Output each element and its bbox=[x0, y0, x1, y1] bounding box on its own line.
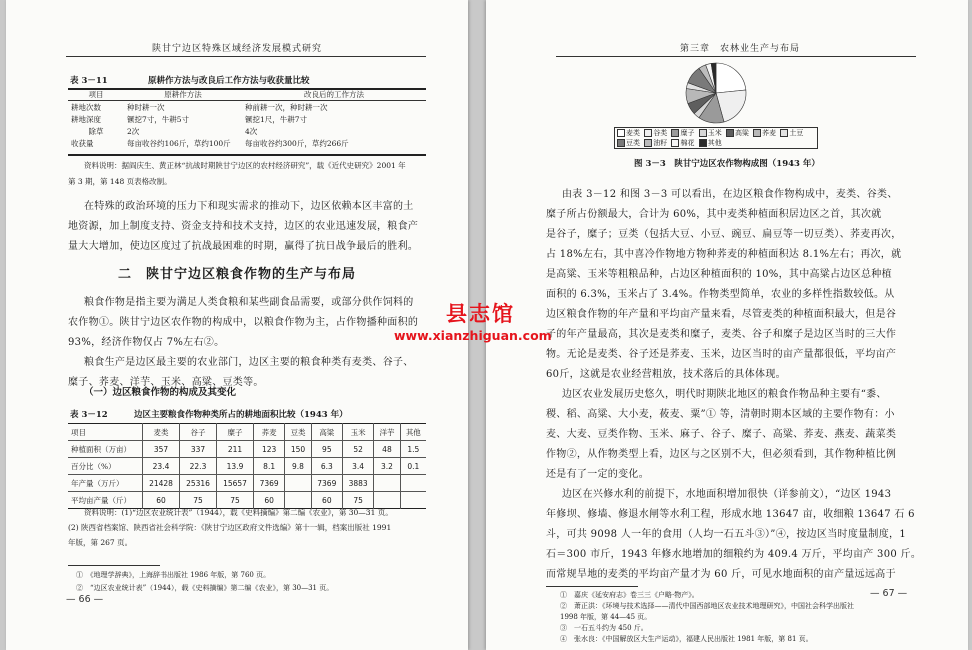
legend-swatch bbox=[699, 129, 707, 137]
watermark-url: www.xianzhiguan.com bbox=[394, 328, 552, 343]
body-paragraph-line: 农作物①。陕甘宁边区农作物的构成中，以粮食作物为主，占作物播种面积的 bbox=[68, 317, 419, 328]
footnote-rule bbox=[546, 586, 638, 587]
table-cell: 48 bbox=[374, 441, 400, 458]
watermark-title: 县志馆 bbox=[446, 302, 515, 326]
table-header-cell: 玉米 bbox=[342, 424, 373, 441]
body-paragraph-line: 地资源，加上制度支持、资金支持和技术支持，边区的农业迅速发展，粮食产 bbox=[68, 221, 419, 232]
header-rule bbox=[556, 56, 916, 57]
table-cell: 357 bbox=[143, 441, 180, 458]
table-header-cell: 豆类 bbox=[285, 424, 311, 441]
body-paragraph-line: 在特殊的政治环境的压力下和现实需求的推动下，边区依赖本区丰富的土 bbox=[84, 201, 414, 212]
figure-caption: 图 3－3 陕甘宁边区农作物构成图（1943 年） bbox=[634, 159, 820, 169]
table-cell: 150 bbox=[285, 441, 311, 458]
legend-swatch bbox=[780, 129, 788, 137]
table-source-note: 第 3 期，第 148 页表格改制。 bbox=[68, 177, 172, 186]
body-paragraph-line: 是谷子，糜子；豆类（包括大豆、小豆、豌豆、扁豆等一切豆类）、荞麦再次， bbox=[546, 229, 902, 240]
table-cell: 95 bbox=[311, 441, 342, 458]
body-paragraph-line: 粮食作物是指主要为满足人类食粮和某些副食品需要，或部分供作饲料的 bbox=[84, 297, 414, 308]
table-cell: 60 bbox=[311, 492, 342, 509]
footnote: ④ 张水良：《中国解放区大生产运动》，福建人民出版社 1981 年版，第 81 页。 bbox=[560, 635, 813, 643]
legend-swatch bbox=[671, 139, 679, 147]
table-row bbox=[68, 475, 426, 492]
legend-item: 麦类 bbox=[617, 129, 640, 137]
section-title: 二 陕甘宁边区粮食作物的生产与布局 bbox=[118, 267, 357, 282]
table-cell: 0.1 bbox=[400, 458, 426, 475]
table-cell: 种植面积（万亩） bbox=[68, 441, 143, 458]
table-cell: 7369 bbox=[311, 475, 342, 492]
footnote: ① 嘉庆《延安府志》卷三三《户略·物产》。 bbox=[560, 591, 699, 599]
table-cell: 3883 bbox=[342, 475, 373, 492]
body-paragraph-line: 粮食生产是边区最主要的农业部门，边区主要的粮食种类有麦类、谷子、 bbox=[84, 357, 414, 368]
body-paragraph-line: 稷、稻、高粱、大小麦，莜麦、粟”① 等，清朝时期本区域的主要作物有：小 bbox=[546, 409, 895, 420]
body-paragraph-line: 麦、大麦、豆类作物、玉米、麻子、谷子、糜子、高粱、荞麦、燕麦、蔬菜类 bbox=[546, 429, 897, 440]
table-source-note: 资料说明：(1)“边区农业统计表”（1944），载《史料摘编》第二编《农业》，第 30—31 页。 bbox=[84, 508, 393, 517]
right-running-header: 第三章 农林业生产与布局 bbox=[680, 44, 801, 54]
table-cell: 8.1 bbox=[254, 458, 285, 475]
table-3-11 bbox=[68, 88, 426, 149]
body-paragraph-line: 糜子所占份额最大，合计为 60%，其中麦类种植面积居边区之首，其次就 bbox=[546, 209, 882, 220]
table-source-note: 年版，第 267 页。 bbox=[68, 538, 133, 547]
legend-item: 其他 bbox=[699, 139, 722, 147]
body-paragraph-line: 边区农业发展历史悠久，明代时期陕北地区的粮食作物品种主要有“黍、 bbox=[562, 389, 887, 400]
page-number: — 66 — bbox=[66, 594, 104, 605]
table-cell: 收获量 bbox=[71, 138, 94, 148]
table-header-cell: 谷子 bbox=[180, 424, 217, 441]
table-header-cell: 麦类 bbox=[143, 424, 180, 441]
table-source-note: (2) 陕西省档案馆、陕西省社会科学院：《陕甘宁边区政府文件选编》第十一辑，档案出版社 1991 bbox=[68, 523, 392, 532]
body-paragraph-line: 由表 3－12 和图 3－3 可以看出，在边区粮食作物构成中，麦类、谷类、 bbox=[562, 189, 898, 200]
table-cell: 3.4 bbox=[342, 458, 373, 475]
body-paragraph-line: 边区在兴修水利的前提下，水地面积增加很快（详参前文），“边区 1943 bbox=[562, 489, 892, 500]
legend-item: 棉花 bbox=[671, 139, 694, 147]
table-cell: 13.9 bbox=[217, 458, 254, 475]
legend-item: 玉米 bbox=[699, 129, 722, 137]
table-3-11-number: 表 3－11 bbox=[70, 76, 108, 86]
table-header-row bbox=[68, 88, 426, 101]
body-paragraph-line: 占 18%左右，其中喜冷作物地方物种荞麦的种植面积达 8.1%左右；再次，就 bbox=[546, 249, 902, 260]
table-cell: 镢挖1尺，牛耕7寸 bbox=[245, 114, 308, 124]
body-paragraph-line: 93%，经济作物仅占 7%左右②。 bbox=[68, 337, 225, 348]
table-cell: 1.5 bbox=[400, 441, 426, 458]
header-rule bbox=[66, 56, 426, 57]
right-book-page bbox=[486, 0, 968, 650]
table-row bbox=[68, 101, 426, 114]
page-number: — 67 — bbox=[870, 588, 908, 599]
table-cell: 25316 bbox=[180, 475, 217, 492]
legend-swatch bbox=[644, 129, 652, 137]
left-book-page bbox=[6, 0, 468, 650]
table-source-note: 资料说明：据阎庆生、黄正林“抗战时期陕甘宁边区的农村经济研究”，载《近代史研究》2001 年 bbox=[84, 161, 406, 170]
table-cell: 种前耕一次，种时耕一次 bbox=[245, 102, 328, 112]
body-paragraph-line: 60斤，这就是农业经营粗放，技术落后的具体体现。 bbox=[546, 369, 786, 380]
legend-item: 谷类 bbox=[644, 129, 667, 137]
body-paragraph-line: 边区粮食作物的年产量和平均亩产量来看，尽管麦类的种植面积最大，但是谷 bbox=[546, 309, 897, 320]
table-row bbox=[68, 125, 426, 137]
table-row bbox=[68, 113, 426, 125]
table-row bbox=[68, 458, 426, 475]
legend-swatch bbox=[753, 129, 761, 137]
table-cell: 60 bbox=[143, 492, 180, 509]
footnote: ① 《地理学辞典》，上海辞书出版社 1986 年版，第 760 页。 bbox=[76, 571, 271, 579]
table-cell: 平均亩产量（斤） bbox=[68, 492, 143, 509]
table-cell: 337 bbox=[180, 441, 217, 458]
subsection-title: （一）边区粮食作物的构成及其变化 bbox=[84, 387, 237, 398]
footnote-rule bbox=[68, 565, 160, 566]
body-paragraph-line: 物。无论是麦类、谷子还是荞麦、玉米，边区当时的亩产量都很低，平均亩产 bbox=[546, 349, 897, 360]
table-cell: 种时耕一次 bbox=[127, 102, 165, 112]
table-cell: 9.8 bbox=[285, 458, 311, 475]
table-cell: 每亩收谷约106斤，草约100斤 bbox=[127, 138, 231, 148]
table-3-12 bbox=[68, 423, 426, 509]
table-cell: 23.4 bbox=[143, 458, 180, 475]
table-header-cell: 荞麦 bbox=[254, 424, 285, 441]
table-header-cell: 糜子 bbox=[217, 424, 254, 441]
table-cell: 60 bbox=[254, 492, 285, 509]
table-cell: 年产量（万斤） bbox=[68, 475, 143, 492]
table-cell: 75 bbox=[342, 492, 373, 509]
body-paragraph-line: 斗，可共 9098 人一年的食用（人均一石五斗③）”④，按边区当时度量制度，1 bbox=[546, 529, 906, 540]
legend-item: 土豆 bbox=[780, 129, 803, 137]
body-paragraph-line: 作物②，从作物类型上看，边区与之区别不大，但必须看到，其作物种植比例 bbox=[546, 449, 897, 460]
table-cell: 52 bbox=[342, 441, 373, 458]
table-cell bbox=[374, 475, 400, 492]
footnote: ③ 一石五斗约为 450 斤。 bbox=[560, 624, 648, 632]
table-cell bbox=[285, 492, 311, 509]
body-paragraph-line: 糜子、荞麦、洋芋、玉米、高粱、豆类等。 bbox=[68, 377, 264, 388]
body-paragraph-line: 而常规旱地的麦类的平均亩产量才为 60 斤，可见水地面积的亩产量远远高于 bbox=[546, 569, 896, 580]
crop-composition-pie-chart bbox=[674, 59, 758, 127]
table-row bbox=[68, 492, 426, 509]
body-paragraph-line: 还是有了一定的变化。 bbox=[546, 469, 649, 480]
legend-item: 糜子 bbox=[671, 129, 694, 137]
body-paragraph-line: 是高粱、玉米等粗粮品种，占边区种植面积的 10%，其中高粱占边区总种植 bbox=[546, 269, 892, 280]
table-row bbox=[68, 137, 426, 149]
legend-swatch bbox=[644, 139, 652, 147]
footnote: ② “边区农业统计表”（1944），载《史料摘编》第二编《农业》，第 30—31 页。 bbox=[76, 584, 334, 592]
pie-slice-1 bbox=[716, 63, 746, 93]
table-cell: 6.3 bbox=[311, 458, 342, 475]
table-header-row bbox=[68, 424, 426, 441]
table-cell: 耕地次数 bbox=[71, 102, 101, 112]
legend-item: 豆类 bbox=[617, 139, 640, 147]
table-cell: 123 bbox=[254, 441, 285, 458]
body-paragraph-line: 子的年产量最高，其次是麦类和糜子，麦类、谷子和糜子是边区当时的三大作 bbox=[546, 329, 897, 340]
body-paragraph-line: 面积的 6.3%，玉米占了 3.4%。作物类型简单，农业的多样性指数较低。从 bbox=[546, 289, 895, 300]
table-cell bbox=[400, 492, 426, 509]
table-3-12-number: 表 3－12 bbox=[70, 410, 108, 420]
body-paragraph-line: 年修坝、修墙、修退水闸等水利工程，形成水地 13647 亩，收细粮 13647 石 6 bbox=[546, 509, 915, 520]
legend-swatch bbox=[726, 129, 734, 137]
table-cell: 除草 bbox=[88, 126, 104, 136]
table-cell: 每亩收谷约300斤，草约266斤 bbox=[245, 138, 349, 148]
table-cell: 75 bbox=[180, 492, 217, 509]
table-3-12-caption: 边区主要粮食作物种类所占的耕地面积比较（1943 年） bbox=[134, 410, 348, 420]
body-paragraph-line: 量大大增加，使边区度过了抗战最困难的时期，赢得了抗日战争最后的胜利。 bbox=[68, 241, 419, 252]
table-cell: 21428 bbox=[143, 475, 180, 492]
legend-swatch bbox=[699, 139, 707, 147]
table-header-cell: 改良后的工作方法 bbox=[242, 88, 426, 101]
legend-swatch bbox=[617, 129, 625, 137]
table-cell: 耕地深度 bbox=[71, 114, 101, 124]
table-cell: 2次 bbox=[127, 126, 140, 136]
table-cell: 7369 bbox=[254, 475, 285, 492]
table-cell: 75 bbox=[217, 492, 254, 509]
table-header-cell: 高粱 bbox=[311, 424, 342, 441]
table-cell: 镢挖7寸，牛耕5寸 bbox=[127, 114, 190, 124]
pie-legend bbox=[614, 127, 818, 149]
table-row bbox=[68, 441, 426, 458]
legend-swatch bbox=[671, 129, 679, 137]
legend-item: 油籽 bbox=[644, 139, 667, 147]
table-header-cell: 项目 bbox=[68, 424, 143, 441]
footnote: ② 萧正洪：《环境与技术选择——清代中国西部地区农业技术地理研究》，中国社会科学出版社 bbox=[560, 602, 854, 610]
footnote: 1998 年版，第 44—45 页。 bbox=[560, 613, 652, 621]
table-header-cell: 洋芋 bbox=[374, 424, 400, 441]
legend-item: 高粱 bbox=[726, 129, 749, 137]
table-cell: 211 bbox=[217, 441, 254, 458]
body-paragraph-line: 石＝300 市斤，1943 年修水地增加的细粮约为 409.4 万斤，平均亩产 300 斤。 bbox=[546, 549, 922, 560]
table-cell: 百分比（%） bbox=[68, 458, 143, 475]
table-cell: 4次 bbox=[245, 126, 258, 136]
table-header-cell: 其他 bbox=[400, 424, 426, 441]
table-cell: 15657 bbox=[217, 475, 254, 492]
table-header-cell: 原耕作方法 bbox=[124, 88, 242, 101]
table-header-cell: 项目 bbox=[68, 88, 124, 101]
legend-swatch bbox=[617, 139, 625, 147]
table-3-11-caption: 原耕作方法与改良后工作方法与收获量比较 bbox=[148, 76, 310, 86]
table-cell: 3.2 bbox=[374, 458, 400, 475]
legend-item: 荞麦 bbox=[753, 129, 776, 137]
table-cell: 22.3 bbox=[180, 458, 217, 475]
table-cell bbox=[400, 475, 426, 492]
table-cell bbox=[285, 475, 311, 492]
table-cell bbox=[374, 492, 400, 509]
left-running-header: 陕甘宁边区特殊区域经济发展模式研究 bbox=[152, 44, 323, 54]
